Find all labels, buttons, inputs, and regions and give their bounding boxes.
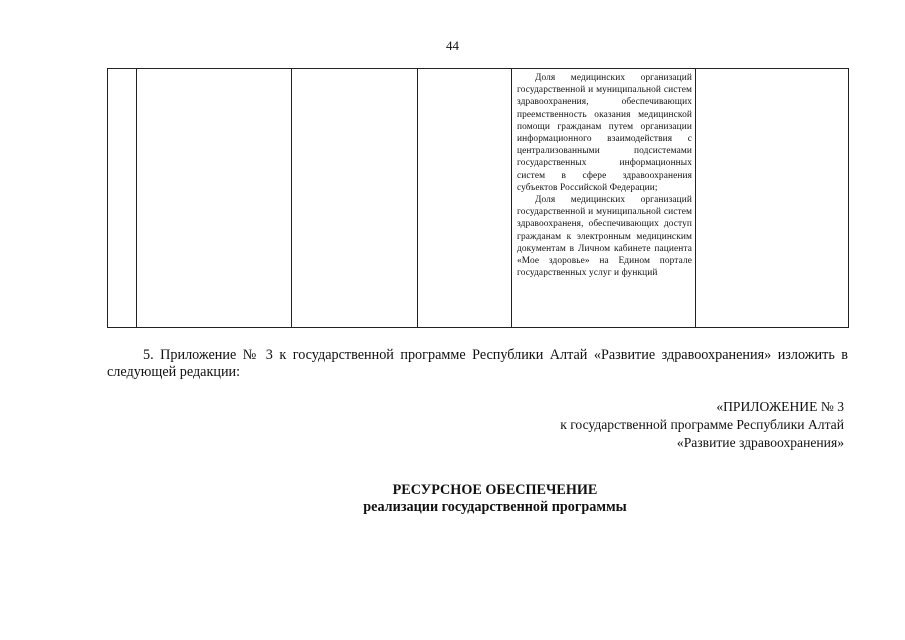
table-cell-index	[108, 69, 137, 328]
continuation-table	[107, 68, 849, 328]
appendix-heading	[560, 398, 844, 452]
table-cell-notes	[696, 69, 849, 328]
section-title	[0, 482, 905, 516]
amendment-paragraph: 5. Приложение № 3 к государственной программе Республики Алтай «Развитие здравоохранения» изложить в следующей редакции:	[107, 347, 848, 380]
table-cell-name	[137, 69, 292, 328]
appendix-heading-line: к государственной программе Республики Алтай	[560, 417, 844, 432]
appendix-heading-line: «ПРИЛОЖЕНИЕ № 3	[716, 399, 844, 414]
table-cell-goal	[292, 69, 418, 328]
table-row	[108, 69, 849, 328]
indicator-paragraph: Доля медицинских организаций государственной и муниципальной систем здравоохранения, обеспечивающих преемственность оказания медицинской помощи гражданам путем организации информационного взаимодействия с централизованными подсистемами государственных информационных систем в сфере здравоохранения субъектов Российской Федерации;	[517, 73, 692, 193]
indicator-paragraph: Доля медицинских организаций государственной и муниципальной систем здравоохраненя, обеспечивающих доступ гражданам к электронным медицинским документам в Личном кабинете пациента «Мое здоровье» на Едином портале государственных услуг и функций	[517, 195, 692, 279]
page-number: 44	[446, 38, 459, 53]
appendix-heading-line: «Развитие здравоохранения»	[676, 435, 844, 450]
table-cell-indicators	[512, 69, 696, 328]
table-cell-period	[418, 69, 512, 328]
section-title-line: реализации государственной программы	[363, 499, 627, 515]
section-title-line: РЕСУРСНОЕ ОБЕСПЕЧЕНИЕ	[392, 482, 598, 498]
